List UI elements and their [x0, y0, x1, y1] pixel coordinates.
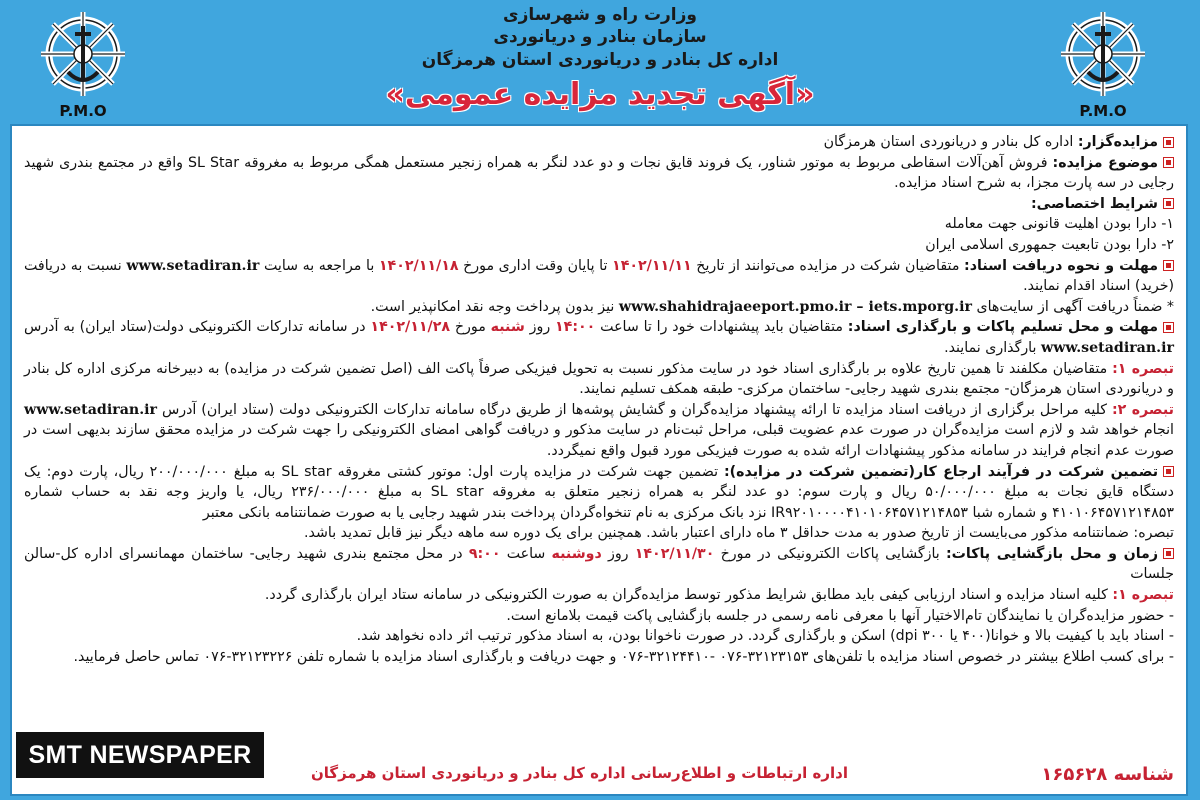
bullet-icon — [1163, 198, 1174, 209]
text-span: بارگذاری نمایند. — [944, 339, 1037, 356]
other-sites-paragraph — [24, 297, 1174, 318]
pmo-logo-left — [28, 8, 138, 120]
text-span: متقاضیان مکلفند تا همین تاریخ علاوه بر بارگذاری اسناد خود در سایت مذکور نسبت به تحویل فیزیکی صرفاً پاکت الف (اصل تضمین شرکت در مزایده) به دبیرخانه مرکزی اداره کل بنادر و دریانوردی استان هرمزگان- مجتمع بندری شهید رجایی- ساختمان مرکزی- طبقه همکف تسلیم نمایند. — [24, 360, 1174, 398]
text-span: انجام خواهد شد و لازم است مزایده‌گران در صورت عدم عضویت قبلی، مراحل ثبت‌نام در سایت مذکور و دریافت گواهی امضای الکترونیکی را جهت شرکت در مزایده محقق سازند بدیهی است در صورت عدم انجام فرایند در سامانه مذکور پیشنهادات ارائه شده به صورت فیزیکی مورد قبول واقع نمیگردد. — [24, 422, 1174, 459]
note-2-paragraph — [24, 400, 1174, 462]
bullet-icon — [1163, 157, 1174, 168]
newspaper-watermark: SMT NEWSPAPER — [16, 732, 264, 778]
start-date: ۱۴۰۲/۱۱/۱۱ — [612, 257, 692, 274]
anchor-wheel-icon — [28, 8, 138, 100]
submission-day: شنبه — [490, 319, 525, 336]
opening-time: ۹:۰۰ — [468, 545, 501, 562]
text-span: نیز بدون پرداخت وجه نقد امکانپذیر است. — [370, 298, 615, 315]
note-1-paragraph — [24, 359, 1174, 400]
auctioneer-label: مزایده‌گزار: — [1077, 134, 1158, 150]
text-span: کلیه مراحل برگزاری از دریافت اسناد مزایده تا ارائه پیشنهاد مزایده‌گران و گشایش پوشه‌ها از طریق درگاه سامانه تدارکات الکترونیکی دولت (ستاد ایران) آدرس — [161, 401, 1108, 418]
footer-office: اداره ارتباطات و اطلاع‌رسانی اداره کل بنادر و دریانوردی استان هرمزگان — [310, 764, 848, 782]
subject-label: موضوع مزایده: — [1052, 154, 1159, 171]
bullet-icon — [1163, 548, 1174, 559]
submission-date: ۱۴۰۲/۱۱/۲۸ — [370, 319, 451, 336]
announcement-content — [24, 132, 1174, 667]
dash-item: - اسناد باید با کیفیت بالا و خوانا(۴۰۰ یا dpi ۳۰۰) اسکن و بارگذاری گردد. در صورت ناخوانا بودن، به اسناد مذکور ترتیب اثر داده نخواهد شد. — [356, 628, 1174, 645]
text-span: تا پایان وقت اداری مورخ — [463, 257, 608, 274]
guarantee-label: تضمین شرکت در فرآیند ارجاع کار(تضمین شرکت در مزایده): — [724, 463, 1159, 480]
submission-paragraph — [24, 317, 1174, 358]
conditions-label: شرایط اختصاصی: — [1030, 195, 1158, 212]
announcement-title: «آگهی تجدید مزایده عمومی» — [385, 77, 815, 112]
condition-item: ۱- دارا بودن اهلیت قانونی جهت معامله — [944, 216, 1174, 233]
dash-item: - برای کسب اطلاع بیشتر در خصوص اسناد مزایده با تلفن‌های ۳۲۱۲۳۱۵۳-۰۷۶ -۳۲۱۲۴۴۱۰-۰۷۶ و جهت دریافت و بارگذاری اسناد مزایده با شماره تلفن ۳۲۱۲۳۲۲۶-۰۷۶ تماس حاصل فرمایید. — [73, 648, 1174, 665]
text-span: متقاضیان باید پیشنهادات خود را تا ساعت — [600, 319, 843, 336]
subject-paragraph — [24, 153, 1174, 194]
submission-time: ۱۴:۰۰ — [555, 319, 596, 336]
documents-deadline-label: مهلت و نحوه دریافت اسناد: — [964, 257, 1159, 274]
documents-deadline-paragraph — [24, 256, 1174, 297]
text-span: * ضمناً دریافت آگهی از سایت‌های — [976, 298, 1174, 315]
ministry-name: وزارت راه و شهرسازی — [502, 5, 697, 25]
text-span: روز — [607, 545, 629, 562]
announcement-body — [10, 124, 1188, 796]
condition-item: ۲- دارا بودن تابعیت جمهوری اسلامی ایران — [925, 236, 1174, 253]
setadiran-link[interactable]: www.setadiran.ir — [126, 257, 260, 274]
opening-label: زمان و محل بازگشایی پاکات: — [945, 545, 1159, 562]
guarantee-paragraph — [24, 462, 1174, 524]
pmo-logo-right — [1048, 8, 1158, 120]
note-label: تبصره ۲: — [1111, 401, 1174, 418]
announcement-id: شناسه ۱۶۵۶۲۸ — [1041, 764, 1174, 785]
bullet-icon — [1163, 137, 1174, 148]
setadiran-link[interactable]: www.setadiran.ir — [24, 401, 158, 418]
bullet-icon — [1163, 322, 1174, 333]
auctioneer-paragraph — [24, 132, 1174, 153]
text-span: بازگشایی پاکات الکترونیکی در مورخ — [720, 545, 940, 562]
text-span: تضمین جهت شرکت در مزایده پارت اول: موتور کشتی مغروقه SL star به مبلغ ۲۰۰/۰۰۰/۰۰۰ ریال، پارت دوم: یک دستگاه قایق نجات به مبلغ ۵۰/۰۰۰/۰۰۰ ریال و پارت سوم: دو عدد لنگر به همراه زنجیر متعلق به مغروقه SL star به مبلغ ۲۳۶/۰۰۰/۰۰۰ ریال، یا واریز وجه نقد به حساب شماره ۴۱۰۱۰۶۴۵۷۱۲۱۴۸۵۳ و شماره شبا IR۹۲۰۱۰۰۰۰۴۱۰۱۰۶۴۵۷۱۲۱۴۸۵۳ نزد بانک مرکزی به نام تنخواه‌گردان پرداخت بندر شهید رجایی یا به صورت ضمانتنامه بانکی معتبر — [24, 463, 1174, 521]
port-sites-link[interactable]: www.shahidrajaeeport.pmo.ir – iets.mporg.ir — [618, 298, 972, 315]
bullet-icon — [1163, 466, 1174, 477]
guarantee-note: تبصره: ضمانتنامه مذکور می‌بایست از تاریخ صدور به مدت حداقل ۳ ماه دارای اعتبار باشد. همچنین برای یک دوره سه ماهه دیگر نیز قابل تمدید باشد. — [304, 525, 1174, 542]
subject-text: فروش آهن‌آلات اسقاطی مربوط به موتور شناور، یک فروند قایق نجات و دو عدد لنگر به همراه زنجیر مستعمل همگی مربوط به مغروقه SL Star واقع در مجتمع بندری شهید رجایی در سه پارت مجزا، به شرح اسناد مزایده. — [24, 154, 1174, 192]
text-span: مورخ — [454, 319, 486, 336]
note-3-paragraph — [24, 585, 1174, 606]
dash-item: - حضور مزایده‌گران یا نمایندگان تام‌الاختیار آنها با معرفی نامه رسمی در جلسه بازگشایی پاکت قیمت بلامانع است. — [506, 607, 1174, 624]
auctioneer-text: اداره کل بنادر و دریانوردی استان هرمزگان — [823, 134, 1074, 150]
opening-paragraph — [24, 544, 1174, 585]
anchor-wheel-icon — [1048, 8, 1158, 100]
opening-date: ۱۴۰۲/۱۱/۳۰ — [634, 545, 715, 562]
text-span: روز — [529, 319, 551, 336]
note-label: تبصره ۱: — [1112, 587, 1174, 604]
text-span: نسبت به دریافت (خرید) اسناد اقدام نمایند. — [24, 257, 1174, 295]
conditions-paragraph — [24, 194, 1174, 215]
header — [0, 0, 1200, 122]
logo-text: P.M.O — [1079, 102, 1127, 120]
submission-label: مهلت و محل تسلیم پاکات و بارگذاری اسناد: — [847, 319, 1158, 336]
text-span: در سامانه تدارکات الکترونیکی دولت(ستاد ایران) به آدرس — [24, 319, 366, 336]
organization-name: سازمان بنادر و دریانوردی — [493, 27, 707, 47]
office-name: اداره کل بنادر و دریانوردی استان هرمزگان — [421, 50, 779, 70]
setadiran-link[interactable]: www.setadiran.ir — [1040, 339, 1174, 356]
text-span: کلیه اسناد مزایده و اسناد ارزیابی کیفی باید مطابق شرایط مذکور توسط مزایده‌گران به صورت الکترونیکی در سامانه ستاد ایران بارگذاری گردد. — [264, 587, 1108, 604]
opening-day: دوشنبه — [551, 545, 602, 562]
text-span: متقاضیان شرکت در مزایده می‌توانند از تاریخ — [696, 257, 960, 274]
text-span: در محل مجتمع بندری شهید رجایی- ساختمان مهمانسرای اداره کل-سالن جلسات — [24, 545, 1174, 583]
text-span: ساعت — [506, 545, 546, 562]
note-label: تبصره ۱: — [1112, 360, 1174, 377]
header-titles — [200, 4, 1000, 116]
logo-text: P.M.O — [59, 102, 107, 120]
text-span: با مراجعه به سایت — [263, 257, 375, 274]
end-date: ۱۴۰۲/۱۱/۱۸ — [378, 257, 459, 274]
bullet-icon — [1163, 260, 1174, 271]
